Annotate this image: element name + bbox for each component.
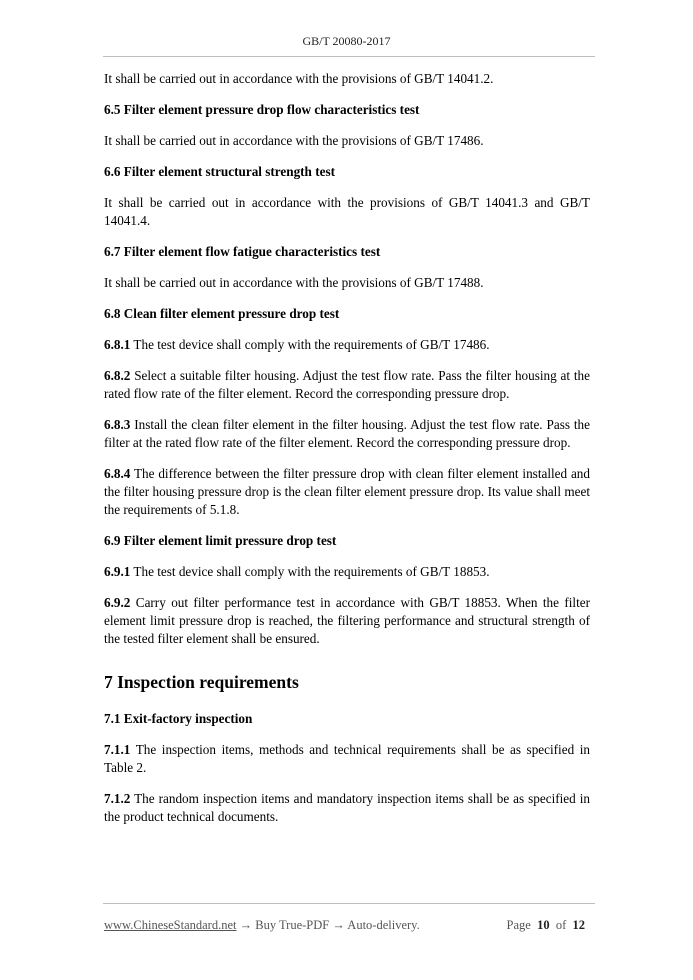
section-heading: 6.6 Filter element structural strength test [104, 164, 335, 179]
clause-text: Select a suitable filter housing. Adjust the test flow rate. Pass the filter housing at the rated flow rate of the filter element. Record the corresponding pressure drop. [104, 368, 590, 401]
arrow-icon: → [332, 918, 345, 932]
clause-paragraph [104, 594, 590, 648]
clause-paragraph [104, 563, 590, 581]
clause-text: Carry out filter performance test in accordance with GB/T 18853. When the filter element limit pressure drop is reached, the filtering performance and structural strength of the tested filter element shall be ensured. [104, 595, 590, 646]
clause-text: The test device shall comply with the requirements of GB/T 17486. [130, 337, 490, 352]
clause-number: 6.8.3 [104, 417, 131, 432]
clause-number: 6.8.2 [104, 368, 131, 383]
standard-code: GB/T 20080-2017 [302, 34, 391, 48]
clause-text: The test device shall comply with the requirements of GB/T 18853. [130, 564, 490, 579]
clause-text: The random inspection items and mandatory inspection items shall be as specified in the product technical documents. [104, 791, 590, 824]
body-paragraph: It shall be carried out in accordance with the provisions of GB/T 17488. [104, 275, 484, 290]
footer-divider [103, 903, 595, 904]
clause-number: 7.1.2 [104, 791, 131, 806]
document-body [104, 70, 590, 826]
section-heading: 6.5 Filter element pressure drop flow characteristics test [104, 102, 420, 117]
body-paragraph: It shall be carried out in accordance with the provisions of GB/T 14041.2. [104, 71, 494, 86]
clause-paragraph [104, 741, 590, 777]
clause-paragraph [104, 336, 590, 354]
page-header [0, 34, 693, 49]
section-heading: 6.9 Filter element limit pressure drop test [104, 533, 337, 548]
section-heading: 7.1 Exit-factory inspection [104, 711, 253, 726]
clause-number: 6.9.1 [104, 564, 131, 579]
arrow-icon: → [239, 918, 253, 932]
page-number [507, 918, 585, 933]
page-label: Page [506, 918, 531, 932]
clause-paragraph [104, 465, 590, 519]
clause-paragraph [104, 367, 590, 403]
section-heading: 6.8 Clean filter element pressure drop test [104, 306, 340, 321]
page-of: of [555, 918, 567, 932]
page-current: 10 [537, 918, 550, 932]
chapter-heading: 7 Inspection requirements [104, 672, 299, 692]
body-paragraph: It shall be carried out in accordance with the provisions of GB/T 17486. [104, 133, 484, 148]
delivery-text: Auto-delivery. [344, 918, 420, 932]
clause-number: 6.9.2 [104, 595, 131, 610]
clause-number: 6.8.1 [104, 337, 131, 352]
clause-paragraph [104, 790, 590, 826]
buy-text: Buy True-PDF [252, 918, 333, 932]
clause-text: The difference between the filter pressure drop with clean filter element installed and the filter housing pressure drop is the clean filter element pressure drop. Its value shall meet the requirements of 5.1.8. [104, 466, 590, 517]
footer-promo [104, 918, 420, 933]
clause-text: The inspection items, methods and technical requirements shall be as specified in Table 2. [104, 742, 590, 775]
clause-number: 6.8.4 [104, 466, 131, 481]
clause-paragraph [104, 416, 590, 452]
header-divider [103, 56, 595, 57]
section-heading: 6.7 Filter element flow fatigue characteristics test [104, 244, 381, 259]
site-link[interactable]: www.ChineseStandard.net [104, 918, 237, 932]
clause-number: 7.1.1 [104, 742, 131, 757]
body-paragraph: It shall be carried out in accordance with the provisions of GB/T 14041.3 and GB/T 14041.4. [104, 195, 590, 228]
page-total: 12 [572, 918, 585, 932]
clause-text: Install the clean filter element in the filter housing. Adjust the test flow rate. Pass the filter at the rated flow rate of the filter element. Record the corresponding pressure drop. [104, 417, 590, 450]
